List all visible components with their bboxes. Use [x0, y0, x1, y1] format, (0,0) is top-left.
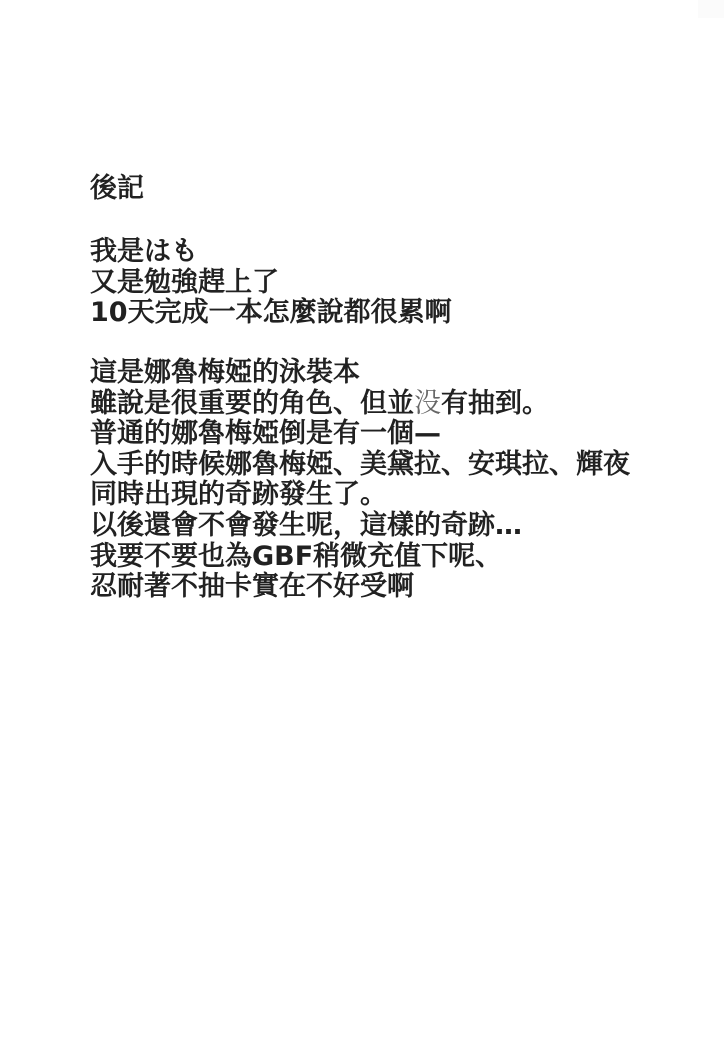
scan-smudge: [698, 0, 724, 18]
body-line: 同時出現的奇跡發生了。: [90, 479, 387, 511]
intro-line: 10天完成一本怎麼說都很累啊: [90, 297, 452, 329]
afterword-intro-block: [90, 237, 452, 329]
body-line: 忍耐著不抽卡實在不好受啊: [90, 571, 414, 603]
body-line: 這是娜魯梅婭的泳裝本: [90, 357, 360, 388]
afterword-body-block: [90, 358, 630, 603]
body-line: 雖說是很重要的角色、但並没有抽到。: [90, 387, 549, 419]
page-title: 後記: [90, 173, 144, 204]
body-line: 普通的娜魯梅婭倒是有一個—: [90, 418, 441, 450]
intro-line: 我是はも: [90, 236, 198, 267]
body-line: 以後還會不會發生呢，這樣的奇跡…: [90, 509, 522, 541]
afterword-title-block: [90, 174, 144, 205]
body-line: 入手的時候娜魯梅婭、美黛拉、安琪拉、輝夜: [90, 448, 630, 480]
intro-line: 又是勉強趕上了: [90, 266, 279, 298]
body-line: 我要不要也為GBF稍微充值下呢、: [90, 540, 503, 572]
